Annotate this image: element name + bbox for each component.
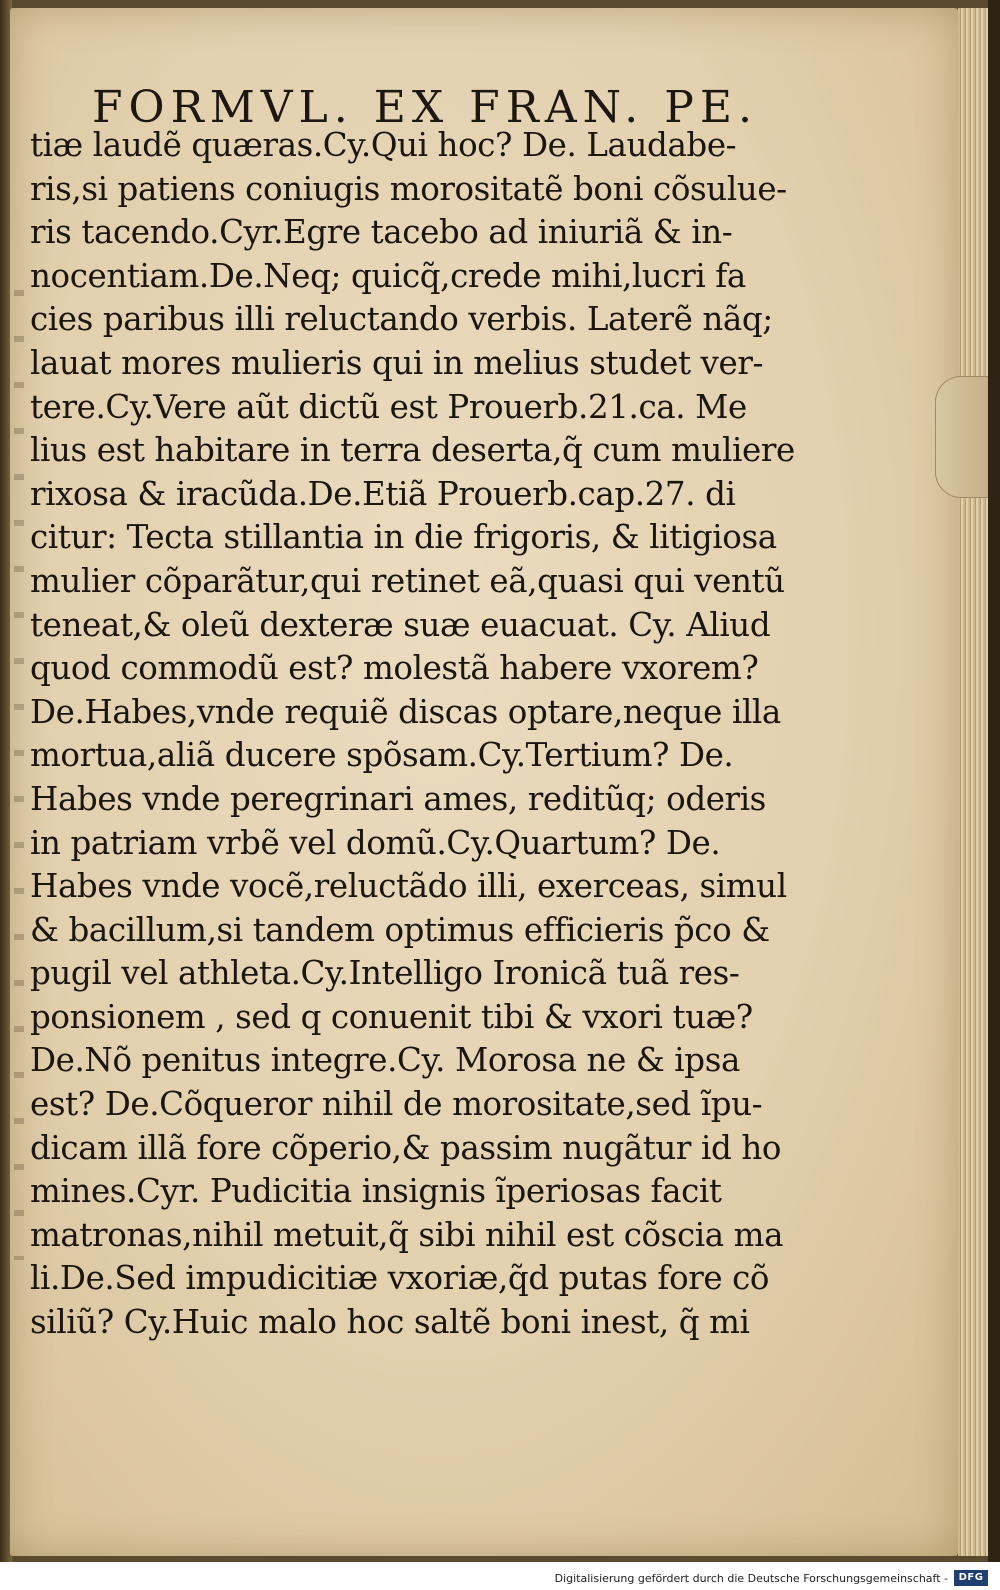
body-text — [30, 124, 858, 1345]
text-line: li.De.Sed impudicitiæ vxoriæ,q̃d putas fore cõ — [30, 1259, 770, 1298]
dfg-logo: DFG — [954, 1570, 988, 1586]
page-edges — [958, 8, 988, 1556]
text-line: tere.Cy.Vere aũt dictũ est Prouerb.21.ca. Me — [30, 387, 747, 426]
text-line: cies paribus illi reluctando verbis. Laterẽ nãq; — [30, 300, 773, 339]
text-line: ponsionem , sed q conuenit tibi & vxori tuæ? — [30, 997, 753, 1036]
text-line: siliũ? Cy.Huic malo hoc saltẽ boni inest, q̃ mi — [30, 1303, 750, 1342]
text-line: De.Habes,vnde requiẽ discas optare,neque illa — [30, 692, 781, 731]
text-line: in patriam vrbẽ vel domũ.Cy.Quartum? De. — [30, 823, 721, 862]
text-line: mortua,aliã ducere spõsam.Cy.Tertium? De. — [30, 736, 734, 775]
text-line: De.Nõ penitus integre.Cy. Morosa ne & ipsa — [30, 1041, 740, 1080]
text-line: & bacillum,si tandem optimus efficieris p̃co & — [30, 910, 770, 949]
text-line: dicam illã fore cõperio,& passim nugãtur id ho — [30, 1128, 782, 1167]
text-line: matronas,nihil metuit,q̃ sibi nihil est cõscia ma — [30, 1215, 784, 1254]
text-line: Habes vnde vocẽ,reluctãdo illi, exerceas, simul — [30, 867, 787, 906]
text-line: est? De.Cõqueror nihil de morositate,sed ĩpu- — [30, 1085, 763, 1124]
text-line: citur: Tecta stillantia in die frigoris, & litigiosa — [30, 518, 777, 557]
dfg-credit: Digitalisierung gefördert durch die Deutsche Forschungsgemeinschaft - — [554, 1572, 948, 1585]
text-line: ris,si patiens coniugis morositatẽ boni cõsulue- — [30, 169, 787, 208]
text-line: quod commodũ est? molestã habere vxorem? — [30, 649, 759, 688]
text-line: nocentiam.De.Neq; quicq̃,crede mihi,lucri fa — [30, 256, 746, 295]
text-line: rixosa & iracũda.De.Etiã Prouerb.cap.27. di — [30, 474, 736, 513]
text-line: Habes vnde peregrinari ames, reditũq; oderis — [30, 779, 766, 818]
running-head: FORMVL. EX FRAN. PE. — [92, 82, 758, 133]
text-line: lius est habitare in terra deserta,q̃ cum muliere — [30, 431, 795, 470]
text-line: mines.Cyr. Pudicitia insignis ĩperiosas facit — [30, 1172, 722, 1211]
text-line: lauat mores mulieris qui in melius studet ver- — [30, 343, 764, 382]
page-clip — [935, 376, 988, 498]
text-line: ris tacendo.Cyr.Egre tacebo ad iniuriã & in- — [30, 213, 733, 252]
text-line: mulier cõparãtur,qui retinet eã,quasi qui ventũ — [30, 561, 785, 600]
text-line: tiæ laudẽ quæras.Cy.Qui hoc? De. Laudabe- — [30, 126, 737, 164]
text-line: pugil vel athleta.Cy.Intelligo Ironicã tuã res- — [30, 954, 740, 993]
text-line: teneat,& oleũ dexteræ suæ euacuat. Cy. Aliud — [30, 605, 771, 644]
book-cover-edge — [988, 0, 1000, 1562]
show-through-marks — [14, 260, 24, 1260]
